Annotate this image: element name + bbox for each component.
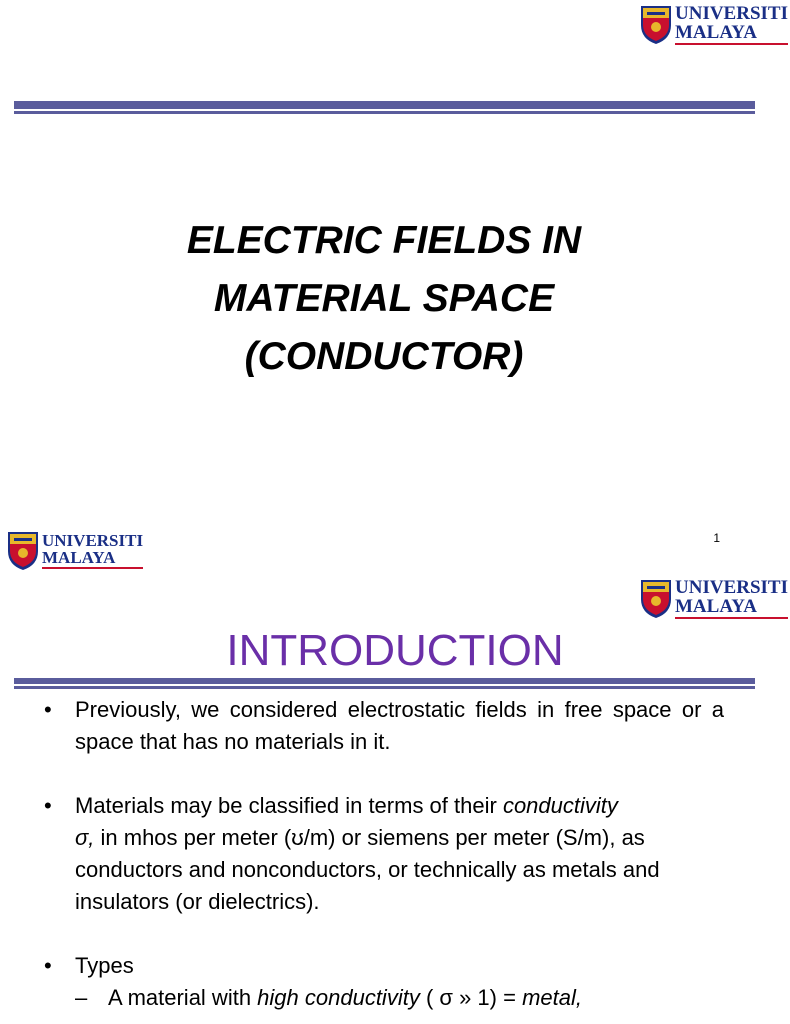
slide-title-line: ELECTRIC FIELDS IN xyxy=(186,219,582,262)
logo-line1: UNIVERSITI xyxy=(675,2,788,24)
emphasis-text: high conductivity xyxy=(257,985,420,1010)
bullet-text: Materials may be classified in terms of their xyxy=(75,793,503,818)
sub-list-item xyxy=(44,982,724,1014)
universiti-malaya-logo xyxy=(639,3,788,45)
university-crest-icon xyxy=(6,529,40,571)
section-title: INTRODUCTION xyxy=(226,626,564,675)
list-item xyxy=(44,950,724,982)
slide-title-line: MATERIAL SPACE xyxy=(213,277,555,320)
logo-line2: MALAYA xyxy=(42,547,116,567)
bullet-icon: • xyxy=(44,697,52,722)
bullet-text: Previously, we considered electrostatic fields in free space or a space that has no materials in it. xyxy=(75,697,724,754)
sub-text: ( σ » 1) = xyxy=(419,985,523,1010)
slide-title xyxy=(0,212,768,386)
university-crest-icon xyxy=(639,577,673,619)
slide-title-line: (CONDUCTOR) xyxy=(244,335,524,378)
bullet-icon: • xyxy=(44,793,52,818)
sub-text: A material with xyxy=(108,985,258,1010)
introduction-slide xyxy=(0,574,788,1024)
logo-line1: UNIVERSITI xyxy=(42,530,144,550)
section-divider xyxy=(14,678,755,689)
universiti-malaya-logo-footer xyxy=(6,529,143,571)
bullet-text: in mhos per meter (ʊ/m) or siemens per meter (S/m), as conductors and nonconductors, or technically as metals and insulators (or dielectrics). xyxy=(75,825,660,914)
page-number: 1 xyxy=(713,531,720,545)
logo-line1: UNIVERSITI xyxy=(675,576,788,598)
dash-icon: – xyxy=(75,985,88,1010)
sigma-symbol: σ, xyxy=(75,825,95,850)
bullet-icon: • xyxy=(44,953,52,978)
bullet-text: Types xyxy=(75,953,134,978)
list-item xyxy=(44,694,724,758)
emphasis-text: conductivity xyxy=(502,793,618,818)
university-crest-icon xyxy=(639,3,673,45)
logo-line2: MALAYA xyxy=(675,21,758,43)
list-item xyxy=(44,790,724,918)
universiti-malaya-logo xyxy=(639,577,788,619)
logo-line2: MALAYA xyxy=(675,595,758,617)
bullet-list xyxy=(44,694,724,1014)
emphasis-text: metal, xyxy=(522,985,582,1010)
header-divider xyxy=(14,101,755,114)
